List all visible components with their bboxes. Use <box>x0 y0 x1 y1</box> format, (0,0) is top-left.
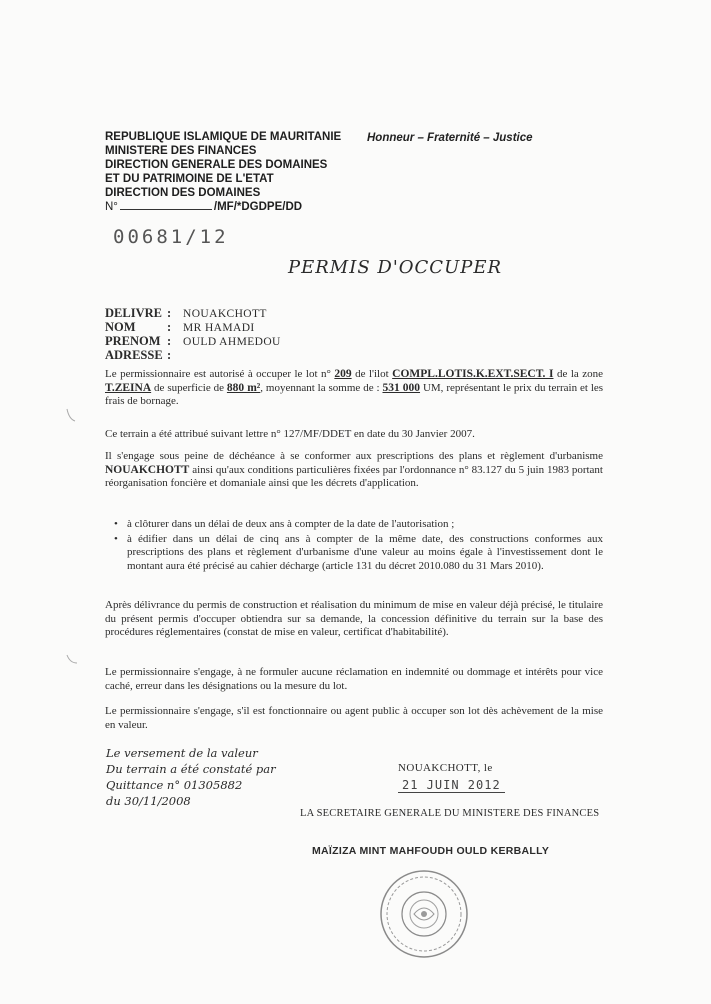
header-line-patrimoine: ET DU PATRIMOINE DE L'ETAT <box>105 173 274 185</box>
place-date <box>398 758 598 794</box>
signatory-name: MAÏZIZA MINT MAHFOUDH OULD KERBALLY <box>312 845 550 857</box>
header-line-direction-generale: DIRECTION GENERALE DES DOMAINES <box>105 159 328 171</box>
lot-surface: 880 m² <box>226 381 261 394</box>
reference-line <box>105 200 365 214</box>
ilot-name: COMPL.LOTIS.K.EXT.SECT. I <box>392 368 554 380</box>
scan-mark-icon <box>66 408 76 422</box>
concession-paragraph: Après délivrance du permis de construction et réalisation du minimum de mise en valeur déjà précisé, le titulaire du présent permis d'occuper obtiendra sur sa demande, la concession définitive du terrain sur la base des procédures réglementaires (constat de mise en valeur, certificat d'habitabilité). <box>105 599 603 638</box>
national-motto: Honneur – Fraternité – Justice <box>367 132 533 144</box>
registration-stamp-number: 00681/12 <box>113 226 229 248</box>
payment-note <box>106 745 326 809</box>
zone-name: T.ZEINA <box>105 381 152 394</box>
header-line-republic: REPUBLIQUE ISLAMIQUE DE MAURITANIE <box>105 131 342 143</box>
field-value: NOUAKCHOTT <box>183 308 267 320</box>
scan-mark-icon <box>66 652 78 664</box>
payment-note-line: Le versement de la valeur <box>106 746 258 760</box>
obligations-list <box>105 518 603 574</box>
identity-fields <box>105 304 405 360</box>
date-stamp: 21 JUIN 2012 <box>398 778 505 793</box>
payment-note-line: du 30/11/2008 <box>106 794 191 808</box>
official-seal-icon <box>378 868 470 960</box>
reference-suffix: /MF/*DGDPE/DD <box>213 201 303 213</box>
list-item: • à édifier dans un délai de cinq ans à compter de la même date, des constructions conformes aux prescriptions des plans et règlement d'urbanisme d'une valeur au moins égale à l'investissement dont le montant aura été précisé au cahier décharge (article 131 du décret 2010.080 du 31 Mars 2010). <box>127 533 603 574</box>
obligations-paragraph: Il s'engage sous peine de déchéance à se conformer aux prescriptions des plans et règlement d'urbanisme NOUAKCHOTT ainsi qu'aux conditions particulières fixées par l'ordonnance n° 83.127 du 5 juin 1983 portant réorganisation foncière et domaniale ainsi que les décrets d'application. <box>105 450 603 489</box>
place: NOUAKCHOTT, le <box>398 762 493 774</box>
lot-number: 209 <box>334 368 352 380</box>
header-line-direction-domaines: DIRECTION DES DOMAINES <box>105 187 261 199</box>
lot-price: 531 000 <box>382 381 421 394</box>
field-label: ADRESSE <box>105 348 163 362</box>
field-value: MR HAMADI <box>183 322 255 334</box>
field-label: PRENOM <box>105 334 161 348</box>
field-nom: NOM : MR HAMADI <box>105 320 255 334</box>
field-adresse: ADRESSE : <box>105 348 172 362</box>
attribution-paragraph: Ce terrain a été attribué suivant lettre n° 127/MF/DDET en date du 30 Janvier 2007. <box>105 428 475 440</box>
field-prenom: PRENOM : OULD AHMEDOU <box>105 334 281 348</box>
field-label: DELIVRE <box>105 306 162 320</box>
city-name: NOUAKCHOTT <box>105 463 190 476</box>
currency: UM, <box>422 381 444 394</box>
signatory-title: LA SECRETAIRE GENERALE DU MINISTERE DES FINANCES <box>300 808 600 819</box>
public-agent-paragraph: Le permissionnaire s'engage, s'il est fonctionnaire ou agent public à occuper son lot dès achèvement de la mise en valeur. <box>105 705 603 731</box>
document-title: PERMIS D'OCCUPER <box>288 257 503 278</box>
field-delivre: DELIVRE : NOUAKCHOTT <box>105 306 267 320</box>
field-label: NOM <box>105 320 136 334</box>
field-value: OULD AHMEDOU <box>183 336 281 348</box>
no-claim-paragraph: Le permissionnaire s'engage, à ne formuler aucune réclamation en indemnité ou dommage et intérêts pour vice caché, erreur dans les désignations ou la mesure du lot. <box>105 666 603 692</box>
list-item: • à clôturer dans un délai de deux ans à compter de la date de l'autorisation ; <box>127 518 603 532</box>
header-block <box>105 130 365 214</box>
header-line-ministry: MINISTERE DES FINANCES <box>105 145 257 157</box>
authorization-paragraph: Le permissionnaire est autorisé à occuper le lot n° 209 de l'ilot COMPL.LOTIS.K.EXT.SECT. I de la zone T.ZEINA de superficie de 880 m², moyennant la somme de : 531 000 UM, représentant le prix du terrain et les frais de bornage. <box>105 368 604 407</box>
payment-note-line: Quittance n° 01305882 <box>106 778 243 792</box>
reference-prefix: N° <box>105 201 118 213</box>
payment-note-line: Du terrain a été constaté par <box>106 762 276 776</box>
